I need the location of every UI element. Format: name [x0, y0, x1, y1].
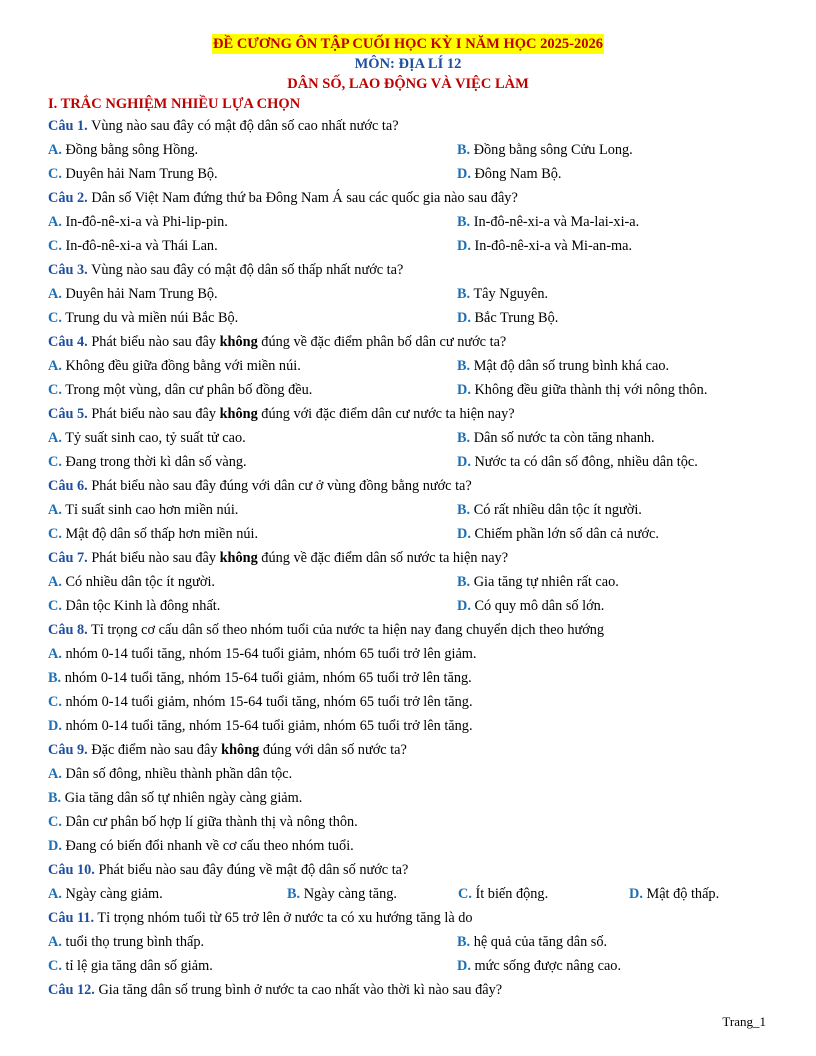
question-label: Câu 6.: [48, 478, 88, 494]
option-c: C. Trung du và miền núi Bắc Bộ.: [48, 310, 239, 326]
option-b: B. Đồng bằng sông Cửu Long.: [457, 142, 633, 158]
option-c: C. Ít biến động.: [458, 886, 549, 902]
question-4: Câu 4. Phát biểu nào sau đây không đúng về đặc điểm phân bố dân cư nước ta?: [48, 334, 507, 350]
option-a: A. nhóm 0-14 tuổi tăng, nhóm 15-64 tuổi giảm, nhóm 65 tuổi trở lên giảm.: [48, 646, 477, 662]
question-text: Phát biểu nào sau đây đúng với dân cư ở vùng đồng bằng nước ta?: [91, 478, 472, 494]
option-d: D. Bắc Trung Bộ.: [457, 310, 559, 326]
question-label: Câu 2.: [48, 190, 88, 206]
option-d: D. Đông Nam Bộ.: [457, 166, 562, 182]
question-5: Câu 5. Phát biểu nào sau đây không đúng với đặc điểm dân cư nước ta hiện nay?: [48, 406, 515, 422]
option-c: C. In-đô-nê-xi-a và Thái Lan.: [48, 238, 218, 254]
option-b: B. Gia tăng dân số tự nhiên ngày càng giảm.: [48, 790, 303, 806]
options-q5: [48, 426, 768, 474]
option-d: D. mức sống được nâng cao.: [457, 958, 622, 974]
question-12: [48, 978, 768, 1002]
question-label: Câu 8.: [48, 622, 88, 638]
question-text: Tỉ trọng cơ cấu dân số theo nhóm tuổi của nước ta hiện nay đang chuyển dịch theo hướng: [91, 622, 605, 638]
question-text: Vùng nào sau đây có mật độ dân số thấp nhất nước ta?: [91, 262, 404, 278]
option-a: A. Tỉ suất sinh cao hơn miền núi.: [48, 502, 239, 518]
option-a: A. Đồng bằng sông Hồng.: [48, 142, 199, 158]
question-9: Câu 9. Đặc điểm nào sau đây không đúng với dân số nước ta?: [48, 742, 407, 758]
option-c: C. Duyên hải Nam Trung Bộ.: [48, 166, 218, 182]
question-text: Vùng nào sau đây có mật độ dân số cao nhất nước ta?: [91, 118, 399, 134]
question-text: Phát biểu nào sau đây đúng về mật độ dân số nước ta?: [98, 862, 409, 878]
question-label: Câu 9.: [48, 742, 88, 758]
option-d: D. Nước ta có dân số đông, nhiều dân tộc.: [457, 454, 698, 470]
option-b: B. nhóm 0-14 tuổi tăng, nhóm 15-64 tuổi giảm, nhóm 65 tuổi trở lên tăng.: [48, 670, 472, 686]
option-d: D. Không đều giữa thành thị với nông thôn.: [457, 382, 708, 398]
title-block: [48, 34, 768, 94]
document-title: ĐỀ CƯƠNG ÔN TẬP CUỐI HỌC KỲ I NĂM HỌC 2025-2026: [213, 36, 603, 52]
question-label: Câu 4.: [48, 334, 88, 350]
options-q11: [48, 930, 768, 978]
question-1: [48, 114, 768, 138]
options-q6: [48, 498, 768, 546]
option-d: D. Mật độ thấp.: [629, 886, 720, 902]
option-b: B. hệ quả của tăng dân số.: [457, 934, 608, 950]
option-c: C. Trong một vùng, dân cư phân bố đồng đều.: [48, 382, 313, 398]
options-q3: [48, 282, 768, 330]
options-q4: [48, 354, 768, 402]
document-page: [48, 34, 768, 1002]
option-b: B. In-đô-nê-xi-a và Ma-lai-xi-a.: [457, 214, 640, 230]
option-a: A. In-đô-nê-xi-a và Phi-lip-pin.: [48, 214, 228, 230]
option-c: C. Dân tộc Kinh là đông nhất.: [48, 598, 221, 614]
question-label: Câu 5.: [48, 406, 88, 422]
option-c: C. Đang trong thời kì dân số vàng.: [48, 454, 247, 470]
option-a: A. Tỷ suất sinh cao, tỷ suất tử cao.: [48, 430, 246, 446]
question-8: [48, 618, 768, 642]
question-11: [48, 906, 768, 930]
option-a: A. tuổi thọ trung bình thấp.: [48, 934, 205, 950]
question-text: Dân số Việt Nam đứng thứ ba Đông Nam Á sau các quốc gia nào sau đây?: [91, 190, 518, 206]
question-3: [48, 258, 768, 282]
option-a: A. Dân số đông, nhiều thành phần dân tộc.: [48, 766, 293, 782]
question-text: Tỉ trọng nhóm tuổi từ 65 trở lên ở nước ta có xu hướng tăng là do: [97, 910, 473, 926]
option-d: D. Có quy mô dân số lớn.: [457, 598, 605, 614]
subject-line: MÔN: ĐỊA LÍ 12: [354, 56, 462, 72]
options-q9: [48, 762, 768, 858]
question-text: Gia tăng dân số trung bình ở nước ta cao nhất vào thời kì nào sau đây?: [98, 982, 503, 998]
question-label: Câu 12.: [48, 982, 95, 998]
option-a: A. Duyên hải Nam Trung Bộ.: [48, 286, 218, 302]
option-b: B. Có rất nhiều dân tộc ít người.: [457, 502, 642, 518]
option-d: D. Đang có biến đổi nhanh về cơ cấu theo nhóm tuổi.: [48, 838, 354, 854]
option-c: C. tỉ lệ gia tăng dân số giảm.: [48, 958, 213, 974]
option-d: D. In-đô-nê-xi-a và Mi-an-ma.: [457, 238, 633, 254]
question-label: Câu 11.: [48, 910, 95, 926]
option-b: B. Ngày càng tăng.: [287, 886, 397, 902]
question-label: Câu 7.: [48, 550, 88, 566]
options-q8: [48, 642, 768, 738]
question-6: [48, 474, 768, 498]
question-label: Câu 1.: [48, 118, 88, 134]
section-heading: I. TRẮC NGHIỆM NHIỀU LỰA CHỌN: [48, 96, 301, 112]
question-7: Câu 7. Phát biểu nào sau đây không đúng về đặc điểm dân số nước ta hiện nay?: [48, 550, 509, 566]
options-q7: [48, 570, 768, 618]
option-b: B. Tây Nguyên.: [457, 286, 549, 302]
option-d: D. nhóm 0-14 tuổi tăng, nhóm 15-64 tuổi giảm, nhóm 65 tuổi trở lên tăng.: [48, 718, 473, 734]
option-c: C. Dân cư phân bố hợp lí giữa thành thị và nông thôn.: [48, 814, 358, 830]
option-c: C. nhóm 0-14 tuổi giảm, nhóm 15-64 tuổi tăng, nhóm 65 tuổi trở lên tăng.: [48, 694, 473, 710]
option-a: A. Không đều giữa đồng bằng với miền núi.: [48, 358, 301, 374]
options-q1: [48, 138, 768, 186]
option-b: B. Gia tăng tự nhiên rất cao.: [457, 574, 619, 590]
question-2: [48, 186, 768, 210]
options-q10: [48, 882, 768, 906]
option-a: A. Có nhiều dân tộc ít người.: [48, 574, 216, 590]
question-label: Câu 3.: [48, 262, 88, 278]
option-b: B. Mật độ dân số trung bình khá cao.: [457, 358, 670, 374]
option-c: C. Mật độ dân số thấp hơn miền núi.: [48, 526, 259, 542]
options-q2: [48, 210, 768, 258]
question-10: [48, 858, 768, 882]
option-d: D. Chiếm phần lớn số dân cả nước.: [457, 526, 659, 542]
topic-line: DÂN SỐ, LAO ĐỘNG VÀ VIỆC LÀM: [287, 76, 529, 92]
option-a: A. Ngày càng giảm.: [48, 886, 163, 902]
option-b: B. Dân số nước ta còn tăng nhanh.: [457, 430, 655, 446]
page-number: Trang_1: [722, 1014, 766, 1029]
question-label: Câu 10.: [48, 862, 95, 878]
